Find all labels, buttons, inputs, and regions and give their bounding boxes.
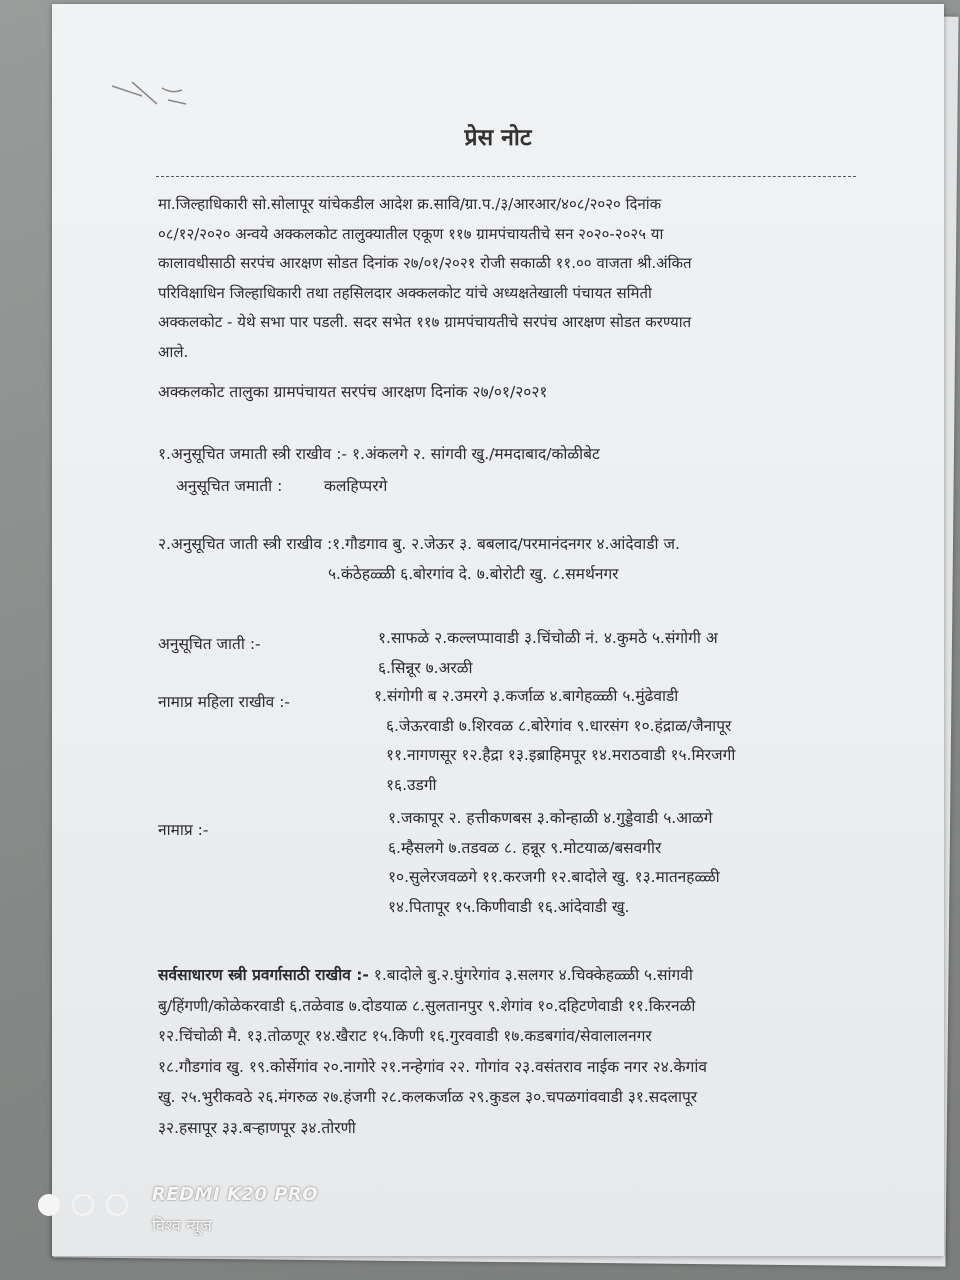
list-line: १.जकापूर २. हत्तीकणबस ३.कोन्हाळी ४.गुड्डेवाडी ५.आळगे <box>388 809 713 827</box>
obc-label: नामाप्र :- <box>158 821 209 839</box>
sc-women-line-1: २.अनुसूचित जाती स्त्री राखीव :१.गौडगाव बु. २.जेऊर ३. बबलाद/परमानंदनगर ४.आंदेवाडी ज. <box>158 535 680 553</box>
obc-women-label: नामाप्र महिला राखीव :- <box>158 693 291 711</box>
list-line: १४.पितापूर १५.किणीवाडी १६.आंदेवाडी खु. <box>388 897 630 916</box>
paragraph-line: अक्कलकोट - येथे सभा पार पडली. सदर सभेत ११७ ग्रामपंचायतीचे सरपंच आरक्षण सोडत करण्यात <box>158 313 692 331</box>
list-line: १०.सुलेरजवळगे ११.करजगी १२.बादोले खु. १३.मातनहळ्ळी <box>388 868 720 886</box>
general-women-section <box>158 960 878 1143</box>
sc-women-line-2: ५.कंठेहळ्ळी ६.बोरगांव दे. ७.बोरोटी खु. ८.समर्थनगर <box>328 565 619 583</box>
list-line: १.साफळे २.कल्लप्पावाडी ३.चिंचोळी नं. ४.कुमठे ५.संगोगी अ <box>378 629 718 647</box>
general-line: खु. २५.भुरीकवठे २६.मंगरुळ २७.हंजगी २८.कलकर्जाळ २९.कुडल ३०.चपळगांववाडी ३१.सदलापूर <box>158 1088 698 1106</box>
subheading: अक्कलकोट तालुका ग्रामपंचायत सरपंच आरक्षण दिनांक २७/०१/२०२१ <box>158 383 548 401</box>
page-title: प्रेस नोट <box>464 125 532 151</box>
paragraph-line: परिविक्षाधिन जिल्हाधिकारी तथा तहसिलदार अक्कलकोट यांचे अध्यक्षतेखाली पंचायत समिती <box>158 283 652 302</box>
list-line: ६.म्हैसलगे ७.तडवळ ८. हन्नूर ९.मोटयाळ/बसवगीर <box>388 838 662 857</box>
general-line: ३२.हसापूर ३३.बऱ्हाणपूर ३४.तोरणी <box>158 1118 356 1137</box>
camera-model-text: REDMI K20 PRO <box>152 1184 319 1205</box>
list-line: ६.जेऊरवाडी ७.शिरवळ ८.बोरेगांव ९.धारसंग १०.हंद्राळ/जैनापूर <box>386 716 732 735</box>
general-line: १८.गौडगांव खु. १९.कोर्सेगांव २०.नागोरे २१.नन्हेगांव २२. गोगांव २३.वसंतराव नाईक नगर २४.केगांव <box>158 1057 707 1076</box>
press-note-page <box>52 4 944 1256</box>
sc-label: अनुसूचित जाती :- <box>158 635 261 653</box>
paragraph-line: आले. <box>158 342 189 361</box>
general-women-label: सर्वसाधारण स्त्री प्रवर्गासाठी राखीव :- <box>158 966 369 984</box>
watermark-caption: विश्व न्यूज <box>152 1216 212 1235</box>
paragraph-line: ०८/१२/२०२० अन्वये अक्कलकोट तालुक्यातील एकूण ११७ ग्रामपंचायतीचे सन २०२०-२०२५ या <box>158 224 664 243</box>
list-line: १६.उडगी <box>386 775 437 794</box>
paragraph-line: मा.जिल्हाधिकारी सो.सोलापूर यांचेकडील आदेश क्र.सावि/ग्रा.प./३/आरआर/४०८/२०२० दिनांक <box>158 195 662 213</box>
camera-dots-icon <box>38 1194 138 1222</box>
sc-list <box>378 624 718 683</box>
list-line: ११.नागणसूर १२.हैद्रा १३.इब्राहिमपूर १४.मराठवाडी १५.मिरजगी <box>386 746 736 764</box>
list-line: ६.सिन्नूर ७.अरळी <box>378 658 473 677</box>
st-women-line: १.अनुसूचित जमाती स्त्री राखीव :- १.अंकलगे २. सांगवी खु./ममदाबाद/कोळीबेट <box>158 445 600 463</box>
general-line: १२.चिंचोळी मै. १३.तोळणूर १४.खैराट १५.किणी १६.गुरववाडी १७.कडबगांव/सेवालालनगर <box>158 1027 652 1045</box>
dashed-divider <box>156 176 856 177</box>
paragraph-line: कालावधीसाठी सरपंच आरक्षण सोडत दिनांक २७/०१/२०२१ रोजी सकाळी ११.०० वाजता श्री.अंकित <box>158 254 692 272</box>
general-line: बु/हिंगणी/कोळेकरवाडी ६.तळेवाड ७.दोडयाळ ८.सुलतानपुर ९.शेगांव १०.दहिटणेवाडी ११.किरनळी <box>158 996 696 1015</box>
obc-list <box>388 804 720 922</box>
st-label: अनुसूचित जमाती : <box>176 477 283 495</box>
general-first-values: १.बादोले बु.२.घुंगरेगांव ३.सलगर ४.चिक्केहळ्ळी ५.सांगवी <box>368 966 693 984</box>
obc-women-list <box>374 682 735 800</box>
intro-paragraph <box>158 190 872 367</box>
st-value: कलहिप्परगे <box>324 477 388 495</box>
pen-scribble <box>102 74 192 114</box>
list-line: १.संगोगी ब २.उमरगे ३.कर्जाळ ४.बागेहळ्ळी ५.मुंढेवाडी <box>374 687 679 705</box>
general-first-line <box>158 960 878 991</box>
